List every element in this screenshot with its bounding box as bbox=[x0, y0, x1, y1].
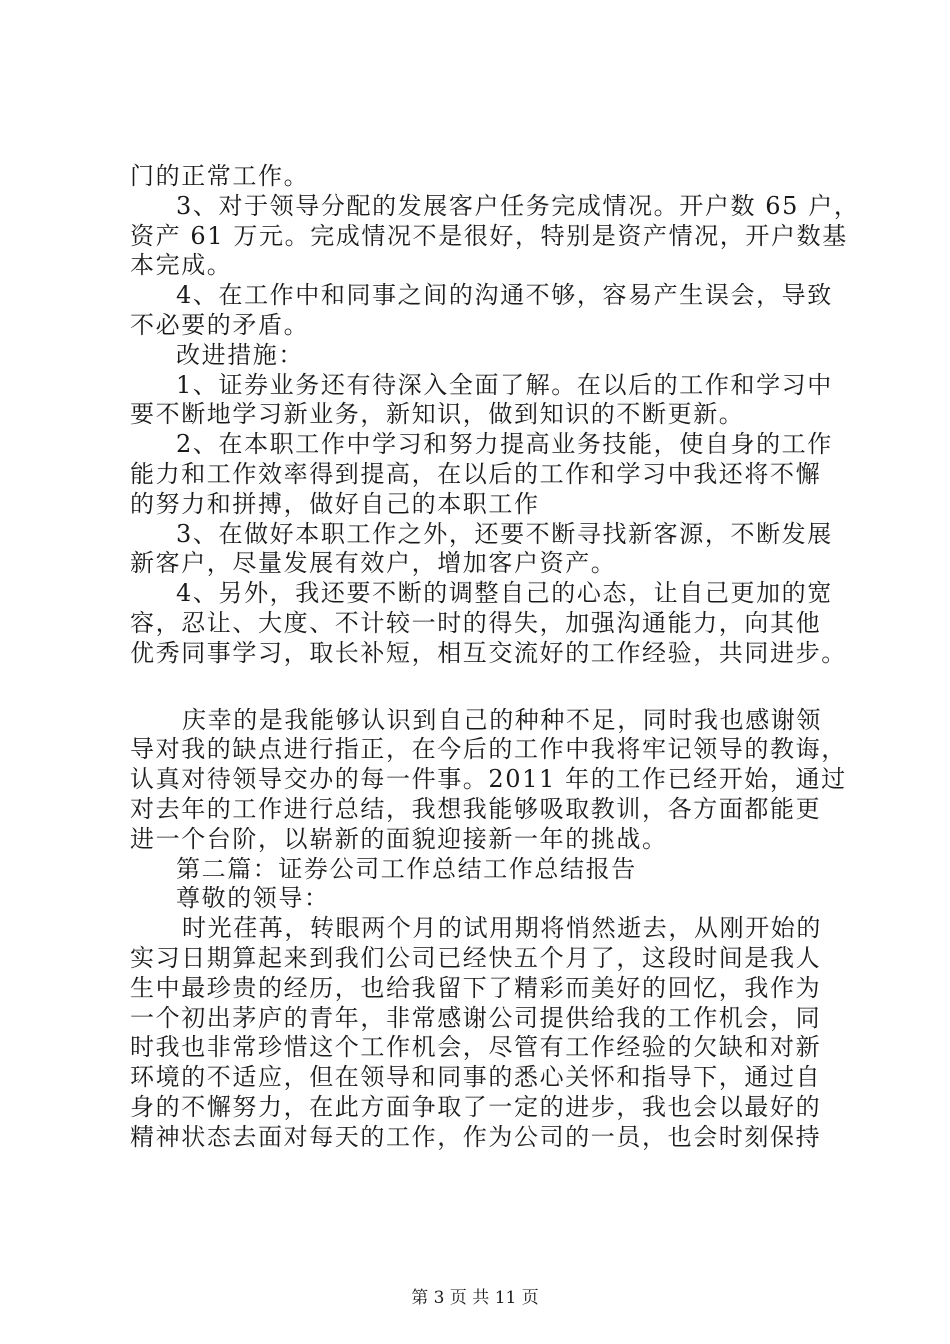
text-line: 尊敬的领导： bbox=[176, 884, 330, 913]
text-line: 能力和工作效率得到提高，在以后的工作和学习中我还将不懈 bbox=[130, 459, 822, 488]
text-line: 精神状态去面对每天的工作，作为公司的一员，也会时刻保持 bbox=[130, 1122, 822, 1151]
text-line: 一个初出茅庐的青年，非常感谢公司提供给我的工作机会，同 bbox=[130, 1003, 822, 1032]
text-line: 要不断地学习新业务，新知识，做到知识的不断更新。 bbox=[130, 400, 745, 429]
text-line: 改进措施： bbox=[176, 340, 304, 369]
text-line: 进一个台阶，以崭新的面貌迎接新一年的挑战。 bbox=[130, 824, 668, 853]
text-line: 资产 61 万元。完成情况不是很好，特别是资产情况，开户数基 bbox=[130, 221, 848, 250]
text-line: 身的不懈努力，在此方面争取了一定的进步，我也会以最好的 bbox=[130, 1092, 822, 1121]
text-line: 认真对待领导交办的每一件事。2011 年的工作已经开始，通过 bbox=[130, 765, 847, 794]
text-line: 生中最珍贵的经历，也给我留下了精彩而美好的回忆，我作为 bbox=[130, 973, 822, 1002]
text-line: 容，忍让、大度、不计较一时的得失，加强沟通能力，向其他 bbox=[130, 608, 822, 637]
text-line: 新客户，尽量发展有效户，增加客户资产。 bbox=[130, 549, 617, 578]
text-line: 庆幸的是我能够认识到自己的种种不足，同时我也感谢领 bbox=[182, 705, 822, 734]
text-line: 的努力和拼搏，做好自己的本职工作 bbox=[130, 489, 540, 518]
text-line: 1、证券业务还有待深入全面了解。在以后的工作和学习中 bbox=[176, 370, 833, 399]
text-line: 环境的不适应，但在领导和同事的悉心关怀和指导下，通过自 bbox=[130, 1063, 822, 1092]
text-line: 4、在工作中和同事之间的沟通不够，容易产生误会，导致 bbox=[176, 281, 833, 310]
text-line: 时我也非常珍惜这个工作机会，尽管有工作经验的欠缺和对新 bbox=[130, 1033, 822, 1062]
text-line: 对去年的工作进行总结，我想我能够吸取教训，各方面都能更 bbox=[130, 794, 822, 823]
text-line: 3、在做好本职工作之外，还要不断寻找新客源，不断发展 bbox=[176, 519, 833, 548]
document-body bbox=[130, 162, 860, 1153]
text-line: 第二篇：证券公司工作总结工作总结报告 bbox=[176, 854, 637, 883]
text-line: 不必要的矛盾。 bbox=[130, 310, 310, 339]
text-line: 3、对于领导分配的发展客户任务完成情况。开户数 65 户， bbox=[176, 191, 860, 220]
text-line: 4、另外，我还要不断的调整自己的心态，让自己更加的宽 bbox=[176, 579, 833, 608]
text-line: 本完成。 bbox=[130, 251, 233, 280]
paragraph-gap bbox=[130, 669, 835, 706]
text-line: 门的正常工作。 bbox=[130, 162, 310, 190]
text-line: 导对我的缺点进行指正，在今后的工作中我将牢记领导的教诲， bbox=[130, 735, 847, 764]
page-number-footer: 第 3 页 共 11 页 bbox=[411, 1288, 539, 1308]
text-line: 2、在本职工作中学习和努力提高业务技能，使自身的工作 bbox=[176, 430, 833, 459]
text-line: 实习日期算起来到我们公司已经快五个月了，这段时间是我人 bbox=[130, 943, 822, 972]
text-line: 时光荏苒，转眼两个月的试用期将悄然逝去，从刚开始的 bbox=[182, 914, 822, 943]
text-line: 优秀同事学习，取长补短，相互交流好的工作经验，共同进步。 bbox=[130, 638, 847, 667]
